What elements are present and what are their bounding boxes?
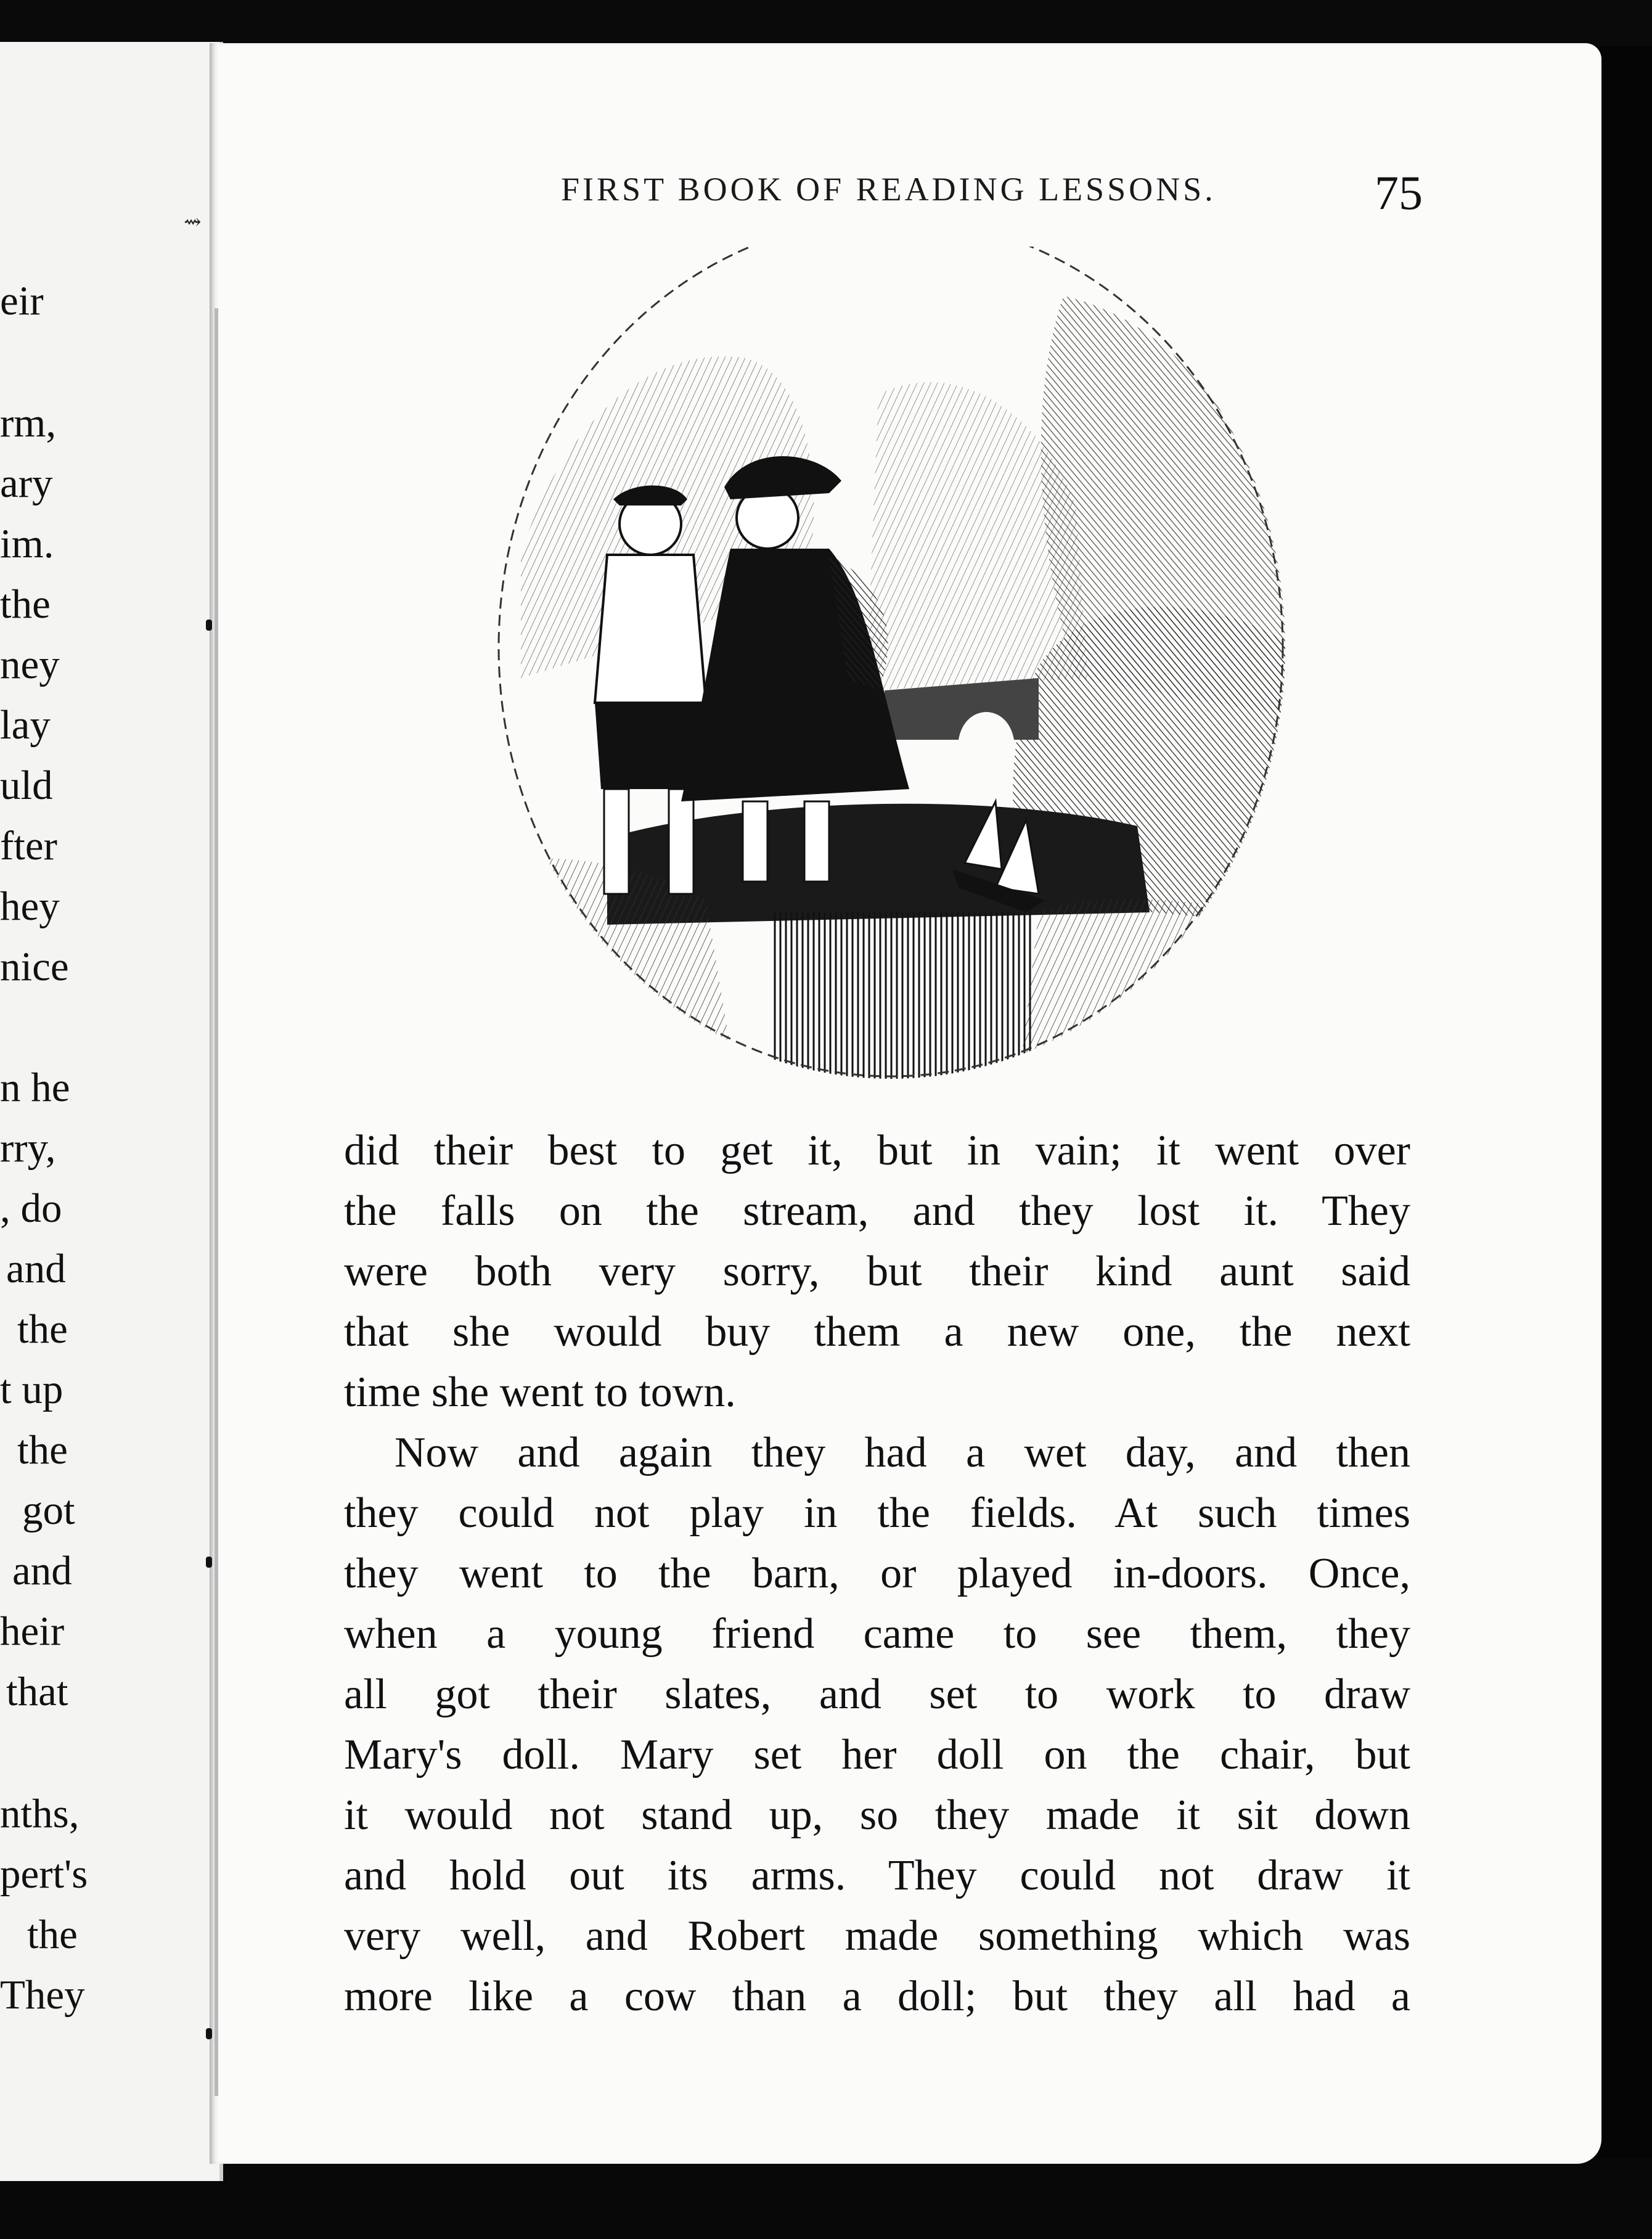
body-line: all got their slates, and set to work to draw (344, 1671, 1410, 1718)
gutter-mark (206, 2028, 212, 2039)
left-page-fragment: n he (0, 1065, 70, 1110)
body-line: time she went to town. (344, 1369, 736, 1416)
left-page-fragment: fter (0, 823, 57, 869)
left-page-fragment: nice (0, 944, 69, 989)
left-page-fragment: pert's (0, 1851, 88, 1897)
body-line: it would not stand up, so they made it sit down (344, 1791, 1410, 1839)
body-line: very well, and Robert made something which was (344, 1912, 1410, 1960)
body-line: did their best to get it, but in vain; it went over (344, 1127, 1410, 1174)
left-page-fragment: heir (0, 1608, 65, 1654)
left-page-fragment: ary (0, 460, 53, 506)
body-line: that she would buy them a new one, the next (344, 1308, 1410, 1356)
body-line: the falls on the stream, and they lost it. They (344, 1187, 1410, 1235)
body-line: when a young friend came to see them, they (344, 1610, 1410, 1658)
left-page-fragment: the (0, 581, 51, 627)
left-page-fragment: rry, (0, 1125, 56, 1171)
left-page-fragment: and (12, 1548, 72, 1594)
left-page-fragment: hey (0, 883, 60, 929)
left-page-fragment: got (22, 1488, 75, 1533)
gutter-mark (206, 1557, 212, 1568)
gutter-mark (206, 620, 212, 631)
left-page-fragment: , do (0, 1185, 62, 1231)
left-page-fragment: nths, (0, 1791, 80, 1836)
margin-mark: ⇝ (184, 210, 202, 234)
left-page-fragment: the (17, 1306, 68, 1352)
left-page-fragment: rm, (0, 400, 57, 446)
left-page-fragment: lay (0, 702, 51, 748)
body-line: they went to the barn, or played in-doors. Once, (344, 1550, 1410, 1597)
left-page-fragment: the (27, 1912, 78, 1957)
left-page-fragment: the (17, 1427, 68, 1473)
left-page-fragment: t up (0, 1367, 63, 1412)
body-line: Mary's doll. Mary set her doll on the chair, but (344, 1731, 1410, 1779)
book-gutter (215, 308, 218, 2096)
left-page-fragment: They (0, 1972, 85, 2018)
body-line: Now and again they had a wet day, and then (395, 1429, 1410, 1476)
body-line: more like a cow than a doll; but they all had a (344, 1973, 1410, 2020)
body-line: and hold out its arms. They could not draw it (344, 1852, 1410, 1899)
running-head: FIRST BOOK OF READING LESSONS. (561, 171, 1216, 208)
scan-top-edge (0, 0, 1652, 46)
left-page-fragment: im. (0, 521, 54, 567)
left-page-fragment: that (6, 1669, 68, 1714)
page-number: 75 (1375, 166, 1423, 219)
left-page-fragment: and (6, 1246, 66, 1291)
body-line: were both very sorry, but their kind aunt said (344, 1248, 1410, 1295)
scan-bottom-edge (0, 2158, 1652, 2239)
left-page-fragment: eir (0, 278, 44, 324)
left-page-fragment: uld (0, 763, 53, 808)
engraving-illustration (484, 247, 1298, 1122)
left-page-fragment: ney (0, 642, 60, 687)
body-line: they could not play in the fields. At such times (344, 1489, 1410, 1537)
